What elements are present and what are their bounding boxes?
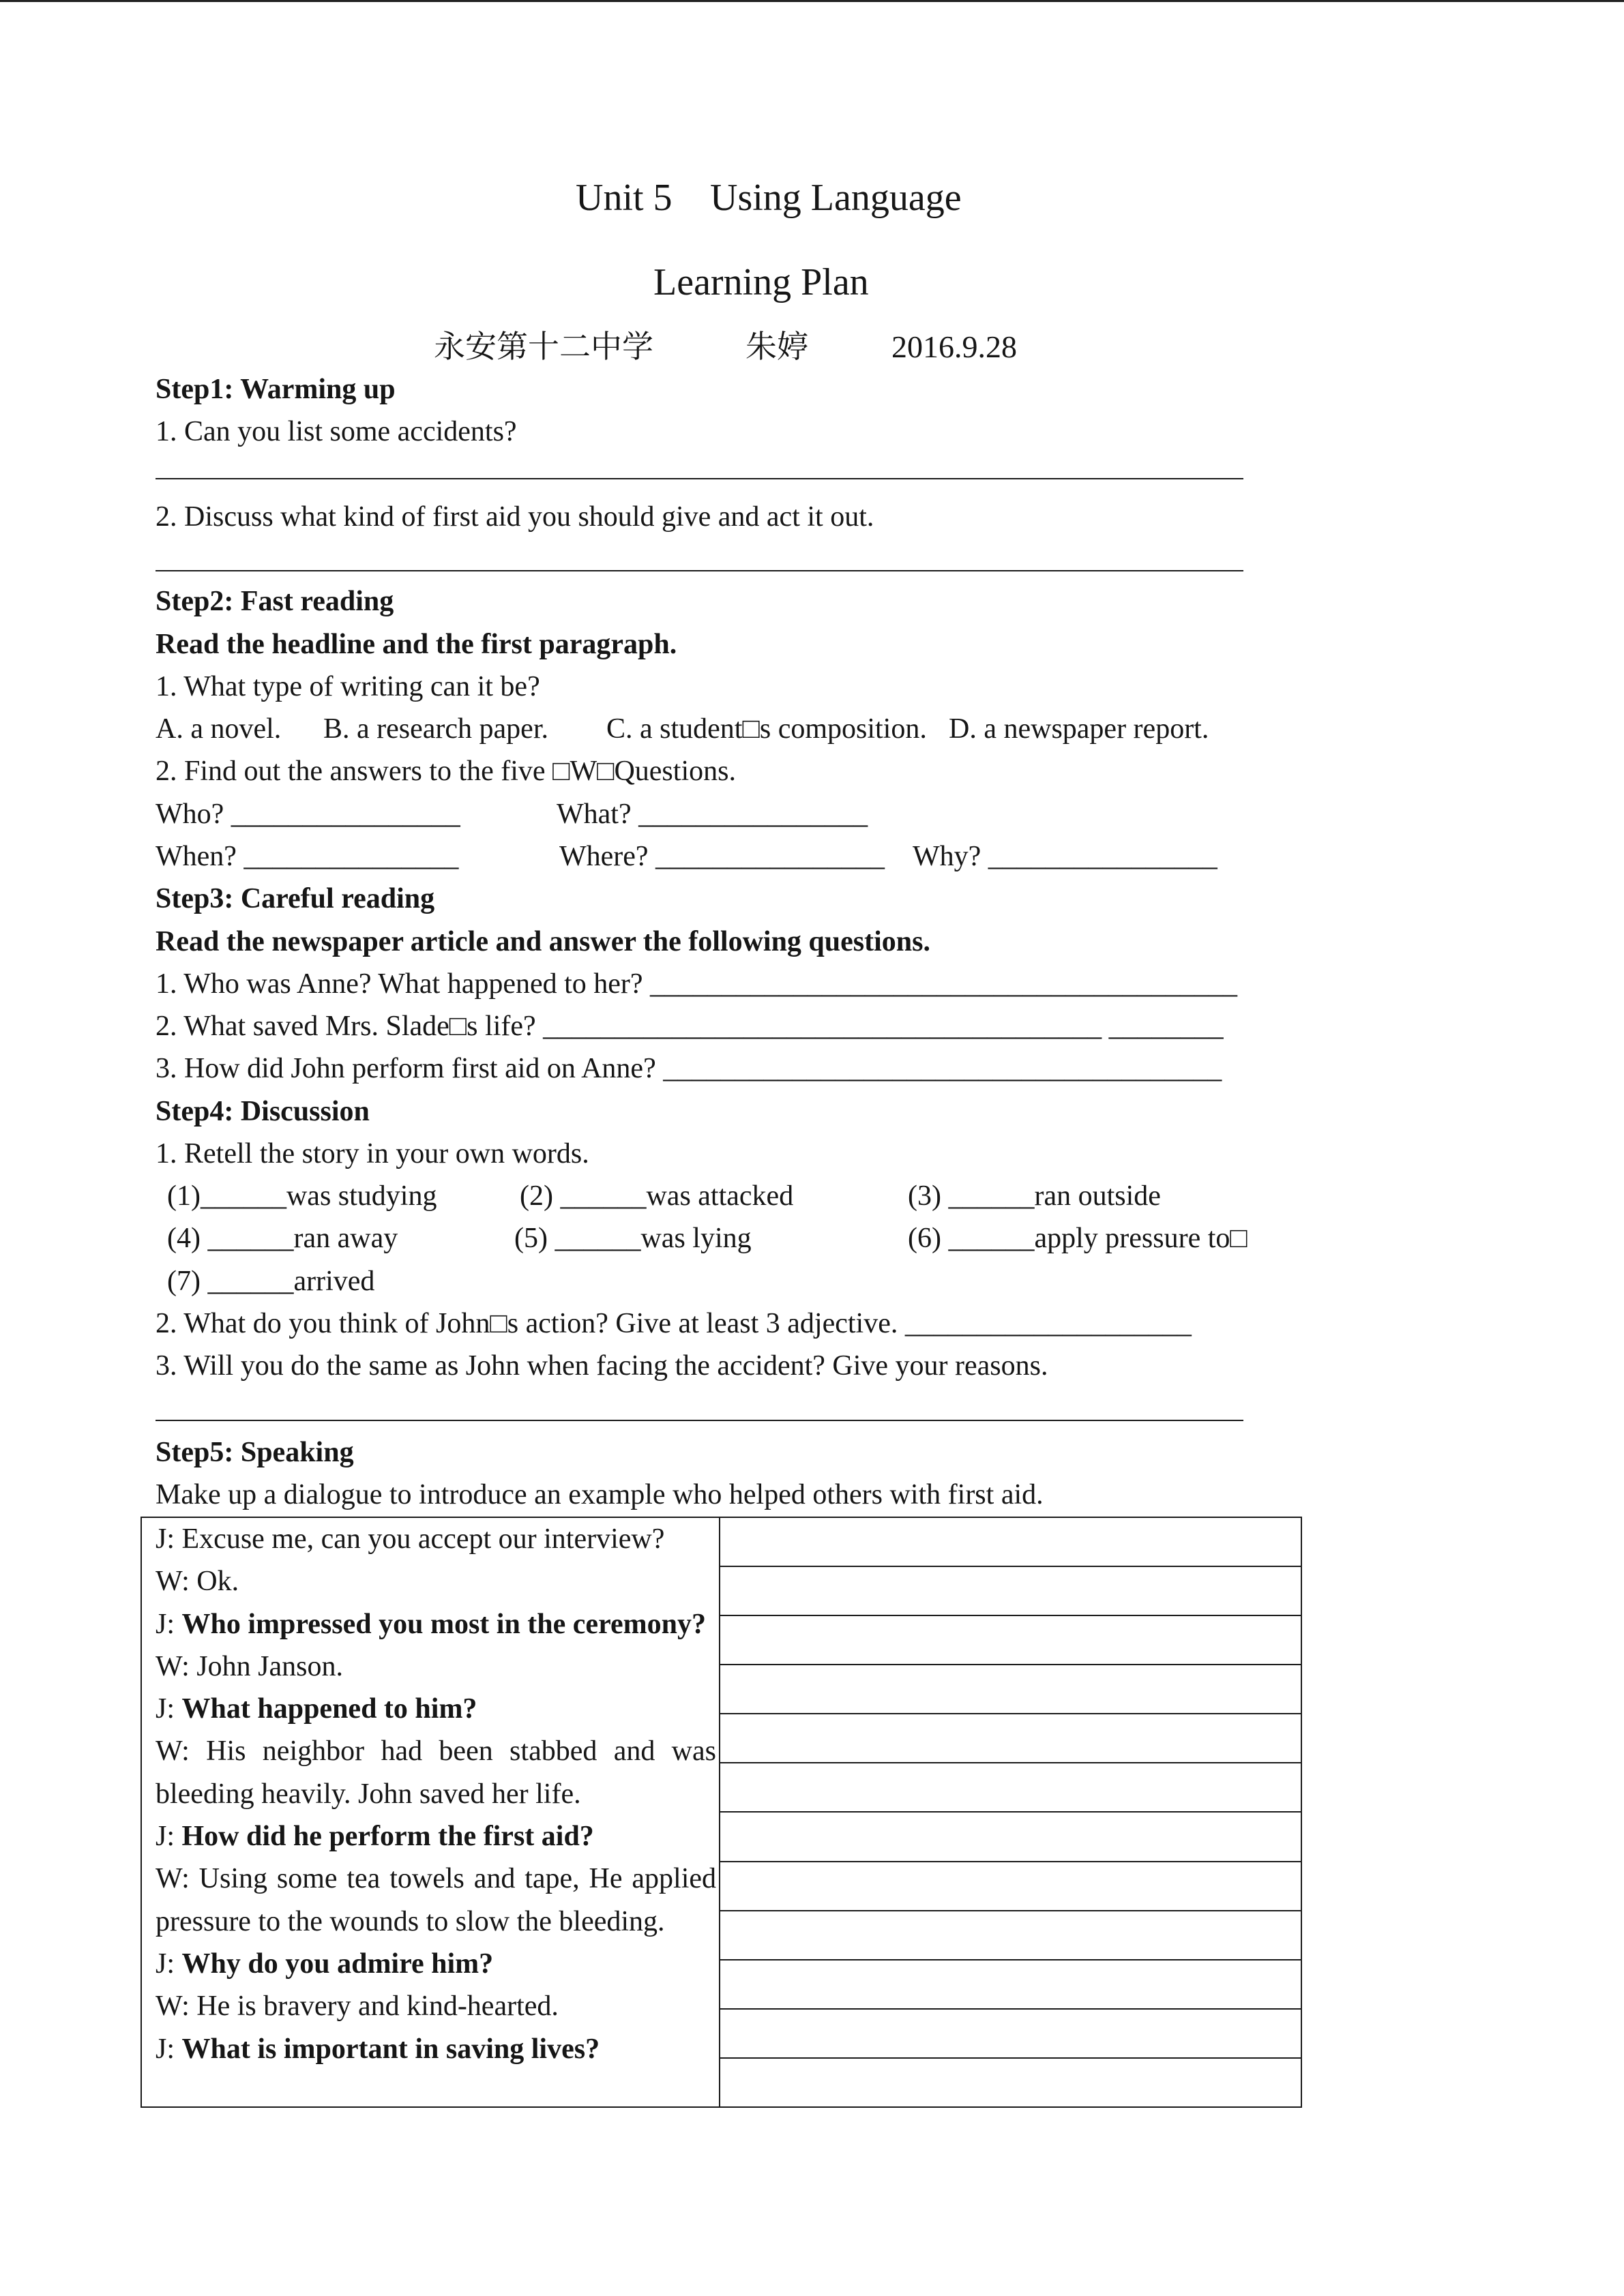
retell-item-6: (6) ______apply pressure to□ [908, 1223, 1247, 1254]
speaker-label: W: [156, 1735, 190, 1768]
step4-question-1: 1. Retell the story in your own words. [156, 1138, 589, 1169]
blank-who: Who? ________________ [156, 799, 460, 830]
retell-item-5: (5) ______was lying [514, 1223, 752, 1254]
step2-question-2: 2. Find out the answers to the five □W□Questions. [156, 756, 736, 787]
dialogue-line [156, 1858, 716, 1943]
speaker-label: W: [156, 1991, 190, 2023]
blank-what: What? ________________ [557, 799, 868, 830]
answer-cell [720, 2059, 1301, 2106]
dialogue-line [156, 1645, 716, 1688]
speaker-label: J: [156, 2033, 175, 2065]
step1-heading: Step1: Warming up [156, 374, 396, 405]
answer-line [156, 478, 1243, 479]
blank-when: When? _______________ [156, 841, 459, 872]
speaker-label: J: [156, 1608, 175, 1640]
dialogue-line [156, 1518, 716, 1560]
speaker-label: W: [156, 1566, 190, 1598]
step3-heading: Step3: Careful reading [156, 883, 435, 914]
dialogue-text: Excuse me, can you accept our interview? [181, 1523, 665, 1555]
dialogue-question: Who impressed you most in the ceremony? [181, 1608, 706, 1640]
step3-question-1: 1. Who was Anne? What happened to her? _________________________________________ [156, 968, 1238, 1000]
dialogue-text: His neighbor had been stabbed and was bleeding heavily. John saved her life. [156, 1735, 716, 1810]
dialogue-line [156, 1560, 716, 1602]
answer-cell [720, 2010, 1301, 2059]
speaker-label: J: [156, 1693, 175, 1725]
page-top-border [0, 0, 1624, 2]
answer-cell [720, 1665, 1301, 1714]
date-text: 2016.9.28 [891, 329, 1017, 364]
dialogue-column [142, 1518, 720, 2106]
dialogue-question: What is important in saving lives? [181, 2033, 600, 2065]
dialogue-line [156, 1815, 716, 1858]
answer-cell [720, 1518, 1301, 1567]
dialogue-text: Using some tea towels and tape, He applied pressure to the wounds to slow the bleeding. [156, 1863, 717, 1937]
dialogue-line [156, 1730, 716, 1815]
dialogue-question: Why do you admire him? [181, 1948, 494, 1980]
dialogue-question: How did he perform the first aid? [181, 1821, 594, 1853]
school-name: 永安第十二中学 [434, 329, 653, 364]
dialogue-line [156, 2028, 716, 2070]
answer-cell [720, 1567, 1301, 1616]
speaker-label: J: [156, 1948, 175, 1980]
retell-item-1: (1)______was studying [167, 1180, 437, 1212]
answer-cell [720, 1960, 1301, 2010]
dialogue-line [156, 1943, 716, 1985]
step3-question-2: 2. What saved Mrs. Slade□s life? _______________________________________ ________ [156, 1011, 1224, 1042]
answer-line [156, 570, 1243, 571]
answer-cell [720, 1813, 1301, 1862]
dialogue-table [141, 1517, 1302, 2108]
dialogue-line [156, 1603, 716, 1645]
answer-cell [720, 1763, 1301, 1813]
page-subtitle: Learning Plan [653, 261, 869, 303]
answer-column [720, 1518, 1301, 2106]
dialogue-text: He is bravery and kind-hearted. [196, 1991, 559, 2023]
step1-question-2: 2. Discuss what kind of first aid you should give and act it out. [156, 501, 874, 533]
lesson-title: Using Language [710, 177, 962, 219]
retell-item-2: (2) ______was attacked [520, 1180, 794, 1212]
step2-instruction: Read the headline and the first paragraph. [156, 629, 677, 660]
answer-cell [720, 1714, 1301, 1763]
dialogue-line [156, 1985, 716, 2027]
answer-line [156, 1420, 1243, 1421]
step4-question-3: 3. Will you do the same as John when facing the accident? Give your reasons. [156, 1350, 1048, 1382]
speaker-label: W: [156, 1650, 190, 1682]
answer-cell [720, 1911, 1301, 1960]
step2-question-1: 1. What type of writing can it be? [156, 671, 540, 702]
retell-item-3: (3) ______ran outside [908, 1180, 1161, 1212]
teacher-name: 朱婷 [745, 329, 808, 364]
answer-cell [720, 1862, 1301, 1911]
step4-question-2: 2. What do you think of John□s action? Give at least 3 adjective. ____________________ [156, 1308, 1192, 1339]
option-c: C. a student□s composition. [606, 713, 927, 745]
dialogue-text: John Janson. [196, 1650, 343, 1682]
step3-question-3: 3. How did John perform first aid on Anne? _______________________________________ [156, 1053, 1222, 1084]
speaker-label: J: [156, 1523, 175, 1555]
dialogue-line [156, 1688, 716, 1730]
dialogue-question: What happened to him? [181, 1693, 477, 1725]
retell-item-4: (4) ______ran away [167, 1223, 398, 1254]
step2-heading: Step2: Fast reading [156, 586, 394, 617]
retell-item-7: (7) ______arrived [167, 1266, 375, 1297]
option-a: A. a novel. [156, 713, 282, 745]
option-d: D. a newspaper report. [949, 713, 1209, 745]
unit-title: Unit 5 [576, 177, 673, 219]
blank-where: Where? ________________ [559, 841, 885, 872]
blank-why: Why? ________________ [913, 841, 1217, 872]
step1-question-1: 1. Can you list some accidents? [156, 416, 517, 447]
step4-heading: Step4: Discussion [156, 1096, 370, 1127]
answer-cell [720, 1616, 1301, 1665]
step3-instruction: Read the newspaper article and answer the following questions. [156, 926, 930, 957]
dialogue-text: Ok. [196, 1566, 239, 1598]
step5-instruction: Make up a dialogue to introduce an example who helped others with first aid. [156, 1479, 1044, 1510]
speaker-label: J: [156, 1821, 175, 1853]
step5-heading: Step5: Speaking [156, 1437, 354, 1468]
option-b: B. a research paper. [323, 713, 548, 745]
speaker-label: W: [156, 1863, 190, 1895]
